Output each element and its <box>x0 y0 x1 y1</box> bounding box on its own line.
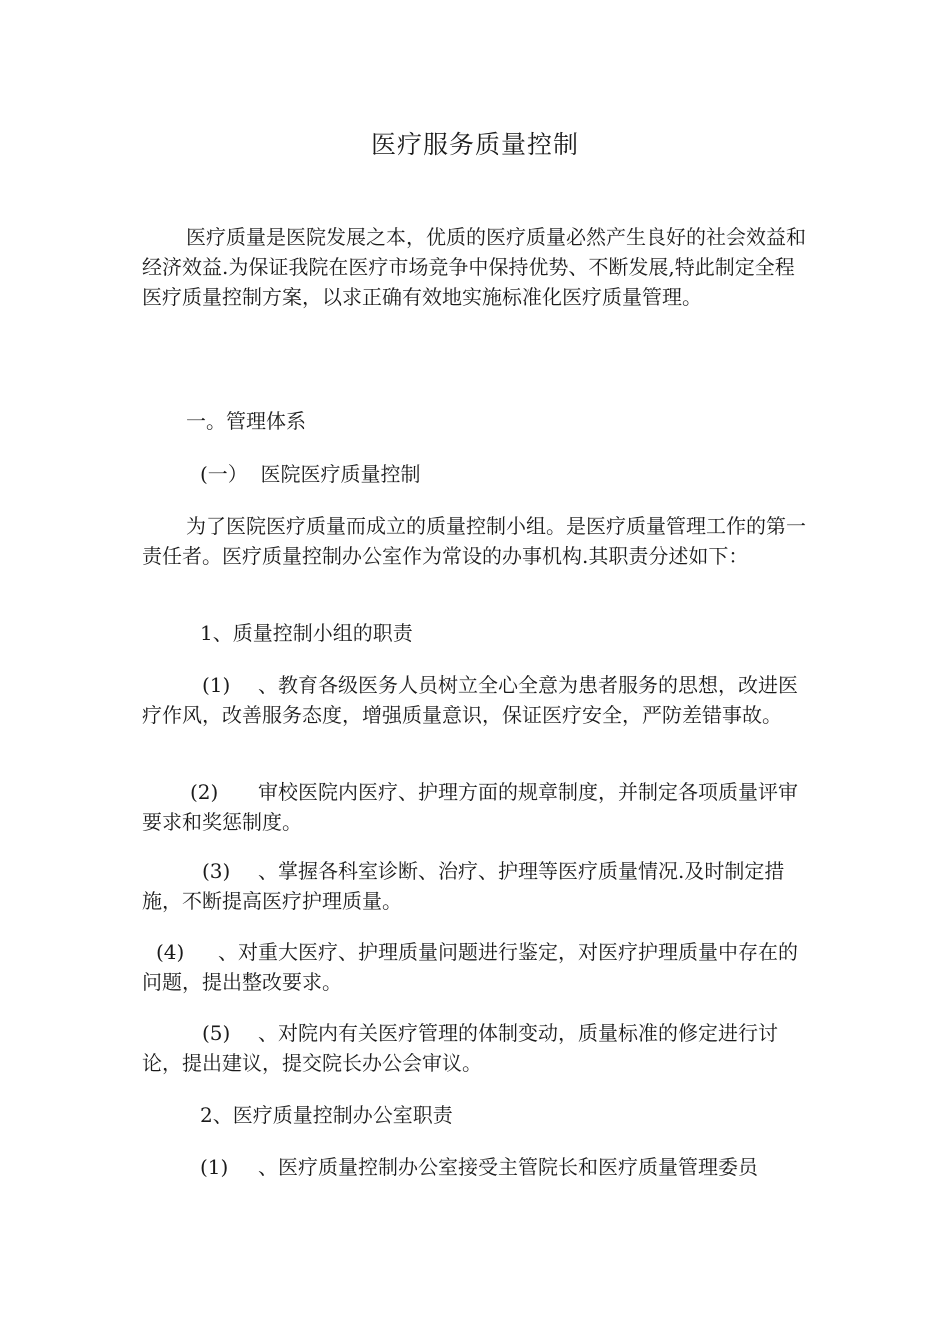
list-item-text: 、教育各级医务人员树立全心全意为患者服务的思想，改进医疗作风，改善服务态度，增强质量意识，保证医疗安全，严防差错事故。 <box>142 673 798 727</box>
list-item-number: (4) <box>156 940 185 964</box>
list-item-text: 、对重大医疗、护理质量问题进行鉴定，对医疗护理质量中存在的问题，提出整改要求。 <box>142 940 798 994</box>
list-item <box>142 1018 812 1078</box>
document-title: 医疗服务质量控制 <box>370 129 579 159</box>
item-heading: 1、质量控制小组的职责 <box>200 621 413 645</box>
list-item-number: (1) <box>200 1155 229 1179</box>
intro-paragraph: 医疗质量是医院发展之本，优质的医疗质量必然产生良好的社会效益和经济效益.为保证我院在医疗市场竞争中保持优势、不断发展,特此制定全程医疗质量控制方案，以求正确有效地实施标准化医疗质量管理。 <box>142 225 806 309</box>
item-heading: 2、医疗质量控制办公室职责 <box>200 1103 453 1127</box>
list-item-number: (5) <box>202 1021 231 1045</box>
subsection-intro: 为了医院医疗质量而成立的质量控制小组。是医疗质量管理工作的第一责任者。医疗质量控制办公室作为常设的办事机构.其职责分述如下： <box>142 514 806 568</box>
list-item-text: 审校医院内医疗、护理方面的规章制度，并制定各项质量评审要求和奖惩制度。 <box>142 780 798 834</box>
list-item-text: 、医疗质量控制办公室接受主管院长和医疗质量管理委员 <box>258 1155 758 1179</box>
list-item <box>142 777 812 837</box>
list-item <box>142 856 812 916</box>
list-item-text: 、掌握各科室诊断、治疗、护理等医疗质量情况.及时制定措施，不断提高医疗护理质量。 <box>142 859 785 913</box>
list-item-number: (2) <box>190 780 219 804</box>
list-item <box>142 937 812 997</box>
list-item <box>200 1152 800 1182</box>
list-item-number: (1) <box>202 673 231 697</box>
list-item <box>142 670 812 730</box>
subsection-heading: (一） 医院医疗质量控制 <box>200 462 421 486</box>
section-heading: 一。管理体系 <box>186 409 306 433</box>
list-item-text: 、对院内有关医疗管理的体制变动，质量标准的修定进行讨论，提出建议，提交院长办公会审议。 <box>142 1021 778 1075</box>
list-item-number: (3) <box>202 859 231 883</box>
